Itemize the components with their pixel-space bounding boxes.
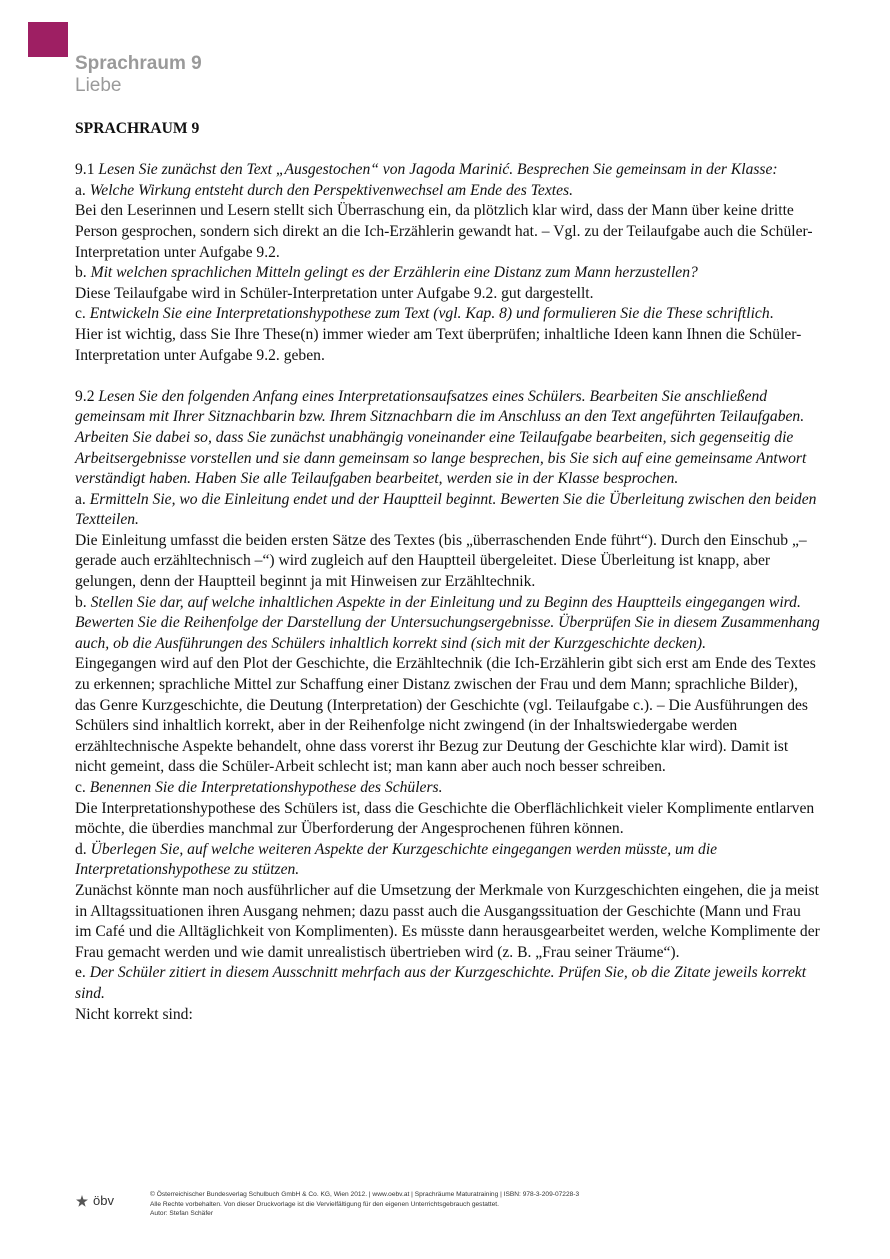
task-instruction: Überlegen Sie, auf welche weiteren Aspekte der Kurzgeschichte eingegangen werden müsste, um die Interpretationshypothese zu stützen. [75,840,718,879]
task-number: a. [75,490,90,508]
answer-paragraph: Bei den Leserinnen und Lesern stellt sich Überraschung ein, da plötzlich klar wird, dass der Mann über keine dritte Person gesprochen, sondern sich direkt an die Ich-Erzählerin gewandt hat. – Vgl. zu der Teilaufgabe auch die Schüler-Interpretation unter Aufgabe 9.2. [75,202,813,261]
task-instruction: Benennen Sie die Interpretationshypothese des Schülers. [89,779,443,796]
task-paragraph [75,181,820,202]
task-paragraph [75,778,820,799]
task-paragraph [75,304,820,325]
task-paragraph [75,160,820,181]
task-paragraph [75,593,820,655]
task-paragraph [75,263,820,284]
task-tail: . [769,305,774,323]
footer-line-copyright: © Österreichischer Bundesverlag Schulbuch GmbH & Co. KG, Wien 2012. | www.oebv.at | Sprachräume Maturatraining | ISBN: 978-3-209-07228-3 [150,1191,580,1198]
page-footer [0,1188,890,1228]
task-number: b. [75,593,91,611]
answer-paragraph: Die Einleitung umfasst die beiden ersten Sätze des Textes (bis „überraschenden Ende führt“). Durch den Einschub „– gerade auch erzähltechnisch –“) wird zugleich auf den Hauptteil übergeleitet. Diese Überleitung ist knapp, aber gelungen, denn der Hauptteil beginnt ja mit Hinweisen zur Erzähltechnik. [75,531,807,591]
task-number: d. [75,840,91,858]
publisher-logo [75,1193,114,1208]
footer-legal-text [150,1190,850,1219]
task-instruction: Ermitteln Sie, wo die Einleitung endet und der Hauptteil beginnt. Bewerten Sie die Überleitung zwischen den beiden Textteilen. [75,490,817,529]
task-instruction: Der Schüler zitiert in diesem Ausschnitt mehrfach aus der Kurzgeschichte. Prüfen Sie, ob die Zitate jeweils korrekt sind. [75,964,807,1002]
document-body [75,119,820,1025]
answer-paragraph: Zunächst könnte man noch ausführlicher auf die Umsetzung der Merkmale von Kurzgeschichten eingehen, die ja meist in Alltagssituationen ihren Ausgang nehmen; dazu passt auch die Ausgangssituation der Geschichte (Mann und Frau im Café und die Alltäglichkeit von Komplimenten). Es müsste dann herausgearbeitet werden, welche Komplimente der Frau gemacht werden und wie damit unrealistisch übertrieben wird (z. B. „Frau seiner Träume“). [75,881,820,961]
star-icon [75,1194,89,1208]
publisher-brand: öbv [93,1193,114,1208]
section-heading: SPRACHRAUM 9 [75,120,200,137]
task-paragraph [75,840,820,881]
task-paragraph [75,490,820,531]
task-instruction: Stellen Sie dar, auf welche inhaltlichen Aspekte in der Einleitung und zu Beginn des Hauptteils eingegangen wird. Bewerten Sie die Reihenfolge der Darstellung der Untersuchungsergebnisse. Überprüfen Sie in diesem Zusammenhang auch, ob die Ausführungen des Schülers inhaltlich korrekt sind (sich mit der Kurzgeschichte decken). [75,593,820,652]
task-instruction: Entwickeln Sie eine Interpretationshypothese zum Text (vgl. Kap. 8) und formulieren Sie die These schriftlich [89,305,770,323]
document-header [75,53,202,97]
task-number: a. [75,181,90,199]
task-instruction: Mit welchen sprachlichen Mitteln gelingt es der Erzählerin eine Distanz zum Mann herzustellen? [90,264,698,282]
paragraph-gap [75,366,820,387]
footer-line-rights: Alle Rechte vorbehalten. Von dieser Druckvorlage ist die Vervielfältigung für den eigenen Unterrichtsgebrauch gestattet. [150,1200,499,1208]
footer-line-author: Autor: Stefan Schäfer [150,1210,214,1217]
task-number: b. [75,264,91,282]
answer-paragraph: Eingegangen wird auf den Plot der Geschichte, die Erzähltechnik (die Ich-Erzählerin gibt sich erst am Ende des Textes zu erkennen; sprachliche Mittel zur Schaffung einer Distanz zwischen der Frau und dem Mann; sprachliche Bilder), das Genre Kurzgeschichte, die Deutung (Interpretation) der Geschichte (vgl. Teilaufgabe c.). – Die Ausführungen des Schülers sind inhaltlich korrekt, aber in der Reihenfolge nicht zwingend (in der Inhaltswiedergabe werden erzähltechnische Aspekte behandelt, ohne dass vorerst ihr Bezug zur Deutung der Geschichte klar wird). Damit ist nicht gemeint, dass die Schüler-Arbeit schlecht ist; man kann aber auch noch besser schreiben. [75,655,816,776]
task-paragraph [75,963,820,1004]
task-number: e. [75,964,90,982]
header-title: Sprachraum 9 [75,53,202,74]
header-subtitle: Liebe [75,75,122,96]
brand-logo-square [28,22,68,57]
answer-paragraph: Hier ist wichtig, dass Sie Ihre These(n) immer wieder am Text überprüfen; inhaltliche Ideen kann Ihnen die Schüler-Interpretation unter Aufgabe 9.2. geben. [75,325,802,364]
task-instruction: Lesen Sie zunächst den Text „Ausgestochen“ von Jagoda Marinić. Besprechen Sie gemeinsam in der Klasse: [98,161,778,179]
answer-paragraph: Nicht korrekt sind: [75,1005,193,1023]
task-instruction: Lesen Sie den folgenden Anfang eines Interpretationsaufsatzes eines Schülers. Bearbeiten Sie anschließend gemeinsam mit Ihrer Sitznachbarin bzw. Ihrem Sitznachbarn die im Anschluss an den Text angeführten Teilaufgaben. Arbeiten Sie dabei so, dass Sie zunächst unabhängig voneinander eine Teilaufgabe bearbeiten, sich gegenseitig die Arbeitsergebnisse vorstellen und sie dann gemeinsam so lange besprechen, bis Sie sich auf eine gemeinsame Antwort verständigt haben. Haben Sie alle Teilaufgaben bearbeitet, werden sie in der Klasse besprochen. [75,387,807,488]
task-paragraph [75,387,820,490]
answer-paragraph: Die Interpretationshypothese des Schülers ist, dass die Geschichte die Oberflächlichkeit vieler Komplimente entlarven möchte, die überdies manchmal zur Überforderung der Angesprochenen führen können. [75,799,815,838]
task-number: 9.2 [75,387,99,405]
task-number: 9.1 [75,161,99,179]
content-blocks [75,160,820,1025]
task-instruction: Welche Wirkung entsteht durch den Perspektivenwechsel am Ende des Textes. [89,181,573,199]
task-number: c. [75,779,90,796]
task-number: c. [75,305,90,323]
answer-paragraph: Diese Teilaufgabe wird in Schüler-Interpretation unter Aufgabe 9.2. gut dargestellt. [75,284,594,302]
